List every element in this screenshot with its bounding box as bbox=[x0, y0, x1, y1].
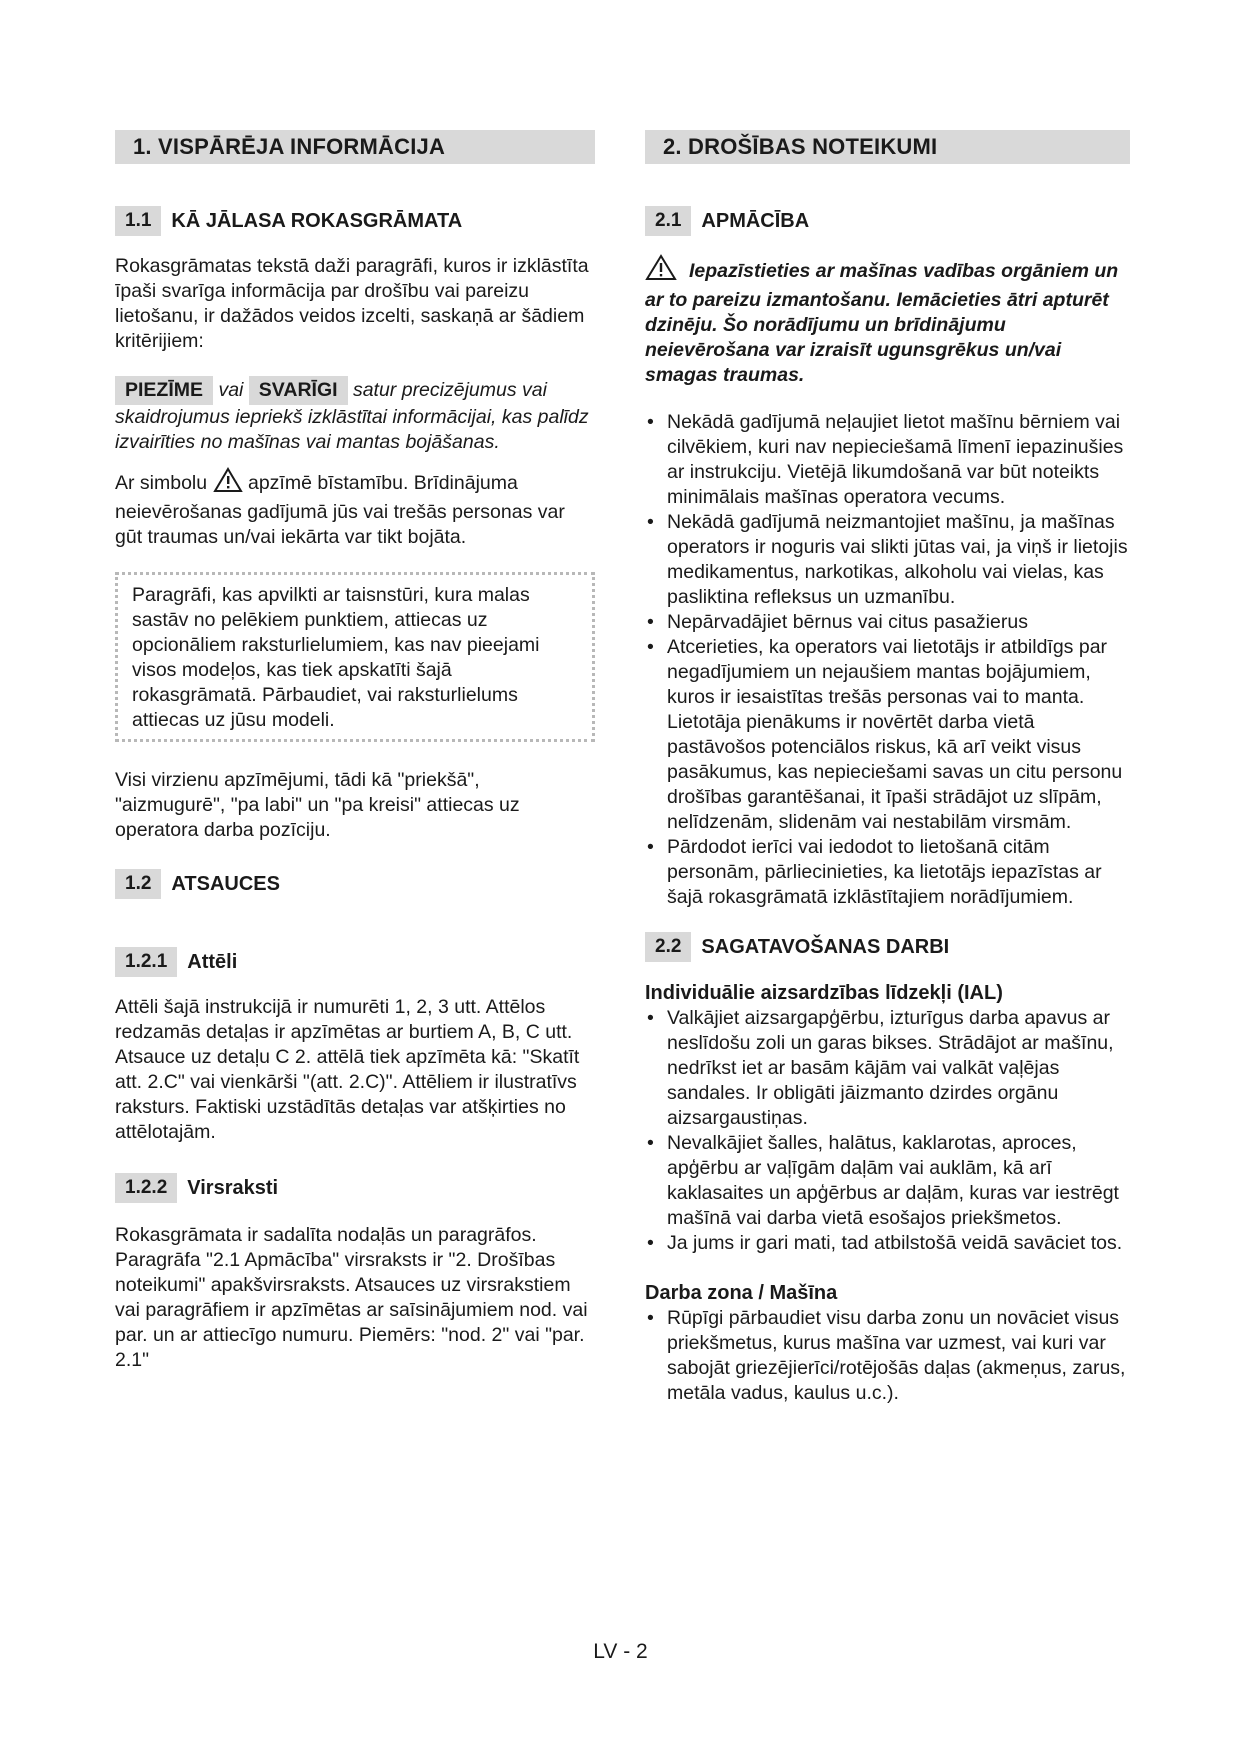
heading-2-2-number: 2.2 bbox=[645, 932, 691, 962]
training-list bbox=[645, 410, 1130, 910]
important-label: SVARĪGI bbox=[249, 376, 348, 405]
heading-1-1-number: 1.1 bbox=[115, 206, 161, 236]
list-item: • Ja jums ir gari mati, tad atbilstošā veidā savāciet tos. bbox=[645, 1231, 1130, 1256]
list-item: • Pārdodot ierīci vai iedodot to lietošanā citām personām, pārliecinieties, ka lietotājs iepazīstas ar šajā rokasgrāmatā izklāstītajiem norādījumiem. bbox=[645, 835, 1130, 910]
symbol-post: apzīmē bīstamību. Brīdinājuma neievērošanas gadījumā jūs vai trešās personas var gūt traumas un/vai iekārta var tikt bojāta. bbox=[115, 472, 565, 548]
heading-1-2-1-title: Attēli bbox=[187, 950, 238, 973]
directions-paragraph: Visi virzienu apzīmējumi, tādi kā "priekšā", "aizmugurē", "pa labi" un "pa kreisi" attiecas uz operatora darba pozīciju. bbox=[115, 769, 520, 841]
heading-1-2 bbox=[115, 869, 595, 899]
right-column bbox=[645, 130, 1130, 1406]
list-item: • Valkājiet aizsargapģērbu, izturīgus darba apavus ar neslīdošu zoli un garas bikses. Strādājot ar mašīnu, nedrīkst iet ar basām kājām vai valkāt vaļējas sandales. Ir obligāti jāizmanto dzirdes orgānu aizsargaustiņas. bbox=[645, 1006, 1130, 1131]
list-item: • Nepārvadājiet bērnus vai citus pasažierus bbox=[645, 610, 1130, 635]
list-item: • Nevalkājiet šalles, halātus, kaklarotas, aproces, apģērbu ar vaļīgām daļām vai auklām, kā arī kaklasaites un apģērbus ar daļām, kuras var iestrēgt mašīnā vai darba vietā esošajos priekšmetos. bbox=[645, 1131, 1130, 1231]
heading-1-1 bbox=[115, 206, 595, 236]
symbol-paragraph bbox=[115, 467, 595, 550]
section-1-heading: 1. VISPĀRĒJA INFORMĀCIJA bbox=[115, 130, 595, 164]
ppe-subheading: Individuālie aizsardzības līdzekļi (IAL) bbox=[645, 982, 1003, 1004]
headings-paragraph: Rokasgrāmata ir sadalīta nodaļās un paragrāfos. Paragrāfa "2.1 Apmācība" virsraksts ir "2. Drošības noteikumi" apakšvirsraksts. Atsauces uz virsrakstiem vai paragrāfiem ir apzīmētas ar saīsinājumiem nod. vai par. un ar attiecīgo numuru. Piemērs: "nod. 2" vai "par. 2.1" bbox=[115, 1224, 588, 1371]
list-item: • Atcerieties, ka operators vai lietotājs ir atbildīgs par negadījumiem un nejaušiem mantas bojājumiem, kuros ir iesaistītas trešās personas vai to manta. Lietotāja pienākums ir novērtēt darba vietā pastāvošos potenciālos riskus, kā arī veikt visus pasākumus, kas nepieciešami savas un citu personu drošības garantēšanai, it īpaši strādājot uz slīpām, nelīdzenām, slidenām vai nestabilām virsmām. bbox=[645, 635, 1130, 835]
heading-1-2-number: 1.2 bbox=[115, 869, 161, 899]
list-item: • Rūpīgi pārbaudiet visu darba zonu un novāciet visus priekšmetus, kurus mašīna var uzmest, vai kuri var sabojāt griezējierīci/rotējošās daļas (akmeņus, zarus, metāla vadus, kaulus u.c.). bbox=[645, 1306, 1130, 1406]
left-column bbox=[115, 130, 595, 1373]
heading-2-1 bbox=[645, 206, 1130, 236]
work-area-list bbox=[645, 1306, 1130, 1406]
note-or: vai bbox=[218, 379, 244, 401]
heading-1-1-title: KĀ JĀLASA ROKASGRĀMATA bbox=[171, 209, 463, 232]
training-warning-text: Iepazīstieties ar mašīnas vadības orgāniem un ar to pareizu izmantošanu. Iemācieties ātri apturēt dzinēju. Šo norādījumu un brīdinājumu neievērošana var izraisīt ugunsgrēkus un/vai smagas traumas. bbox=[645, 260, 1119, 386]
heading-1-2-2 bbox=[115, 1173, 595, 1203]
section-2-heading: 2. DROŠĪBAS NOTEIKUMI bbox=[645, 130, 1130, 164]
work-area-subheading: Darba zona / Mašīna bbox=[645, 1282, 838, 1304]
page-number: LV - 2 bbox=[593, 1640, 648, 1663]
optional-features-box bbox=[115, 572, 595, 742]
heading-1-2-1-number: 1.2.1 bbox=[115, 947, 177, 977]
figures-paragraph: Attēli šajā instrukcijā ir numurēti 1, 2, 3 utt. Attēlos redzamās detaļas ir apzīmētas ar burtiem A, B, C utt. Atsauce uz detaļu C 2. attēlā tiek apzīmēta kā: "Skatīt att. 2.C" vai vienkārši "(att. 2.C)". Attēliem ir ilustratīvs raksturs. Faktiski uzstādītās detaļas var atšķirties no attēlotajām. bbox=[115, 996, 580, 1143]
heading-2-2 bbox=[645, 932, 1130, 962]
list-item: • Nekādā gadījumā neizmantojiet mašīnu, ja mašīnas operators ir noguris vai slikti jūtas vai, ja viņš ir lietojis medikamentus, narkotikas, alkoholu vai vielas, kas pasliktina refleksus un uzmanību. bbox=[645, 510, 1130, 610]
symbol-pre: Ar simbolu bbox=[115, 472, 208, 494]
heading-2-1-title: APMĀCĪBA bbox=[701, 209, 810, 232]
warning-triangle-icon bbox=[645, 254, 677, 288]
heading-1-2-2-title: Virsraksti bbox=[187, 1176, 279, 1199]
heading-2-1-number: 2.1 bbox=[645, 206, 691, 236]
ppe-list bbox=[645, 1006, 1130, 1256]
training-warning bbox=[645, 254, 1130, 388]
heading-1-2-1 bbox=[115, 947, 595, 977]
intro-paragraph: Rokasgrāmatas tekstā daži paragrāfi, kuros ir izklāstīta īpaši svarīga informācija par drošību vai pareizu lietošanu, ir dažādos veidos izcelti, saskaņā ar šādiem kritērijiem: bbox=[115, 255, 589, 352]
note-label: PIEZĪME bbox=[115, 376, 213, 405]
optional-features-text: Paragrāfi, kas apvilkti ar taisnstūri, kura malas sastāv no pelēkiem punktiem, attiecas uz opcionāliem raksturlielumiem, kas nav pieejami visos modeļos, kas tiek apskatīti šajā rokasgrāmatā. Pārbaudiet, vai raksturlielums attiecas uz jūsu modeli. bbox=[132, 584, 540, 731]
heading-1-2-title: ATSAUCES bbox=[171, 872, 280, 895]
list-item: • Nekādā gadījumā neļaujiet lietot mašīnu bērniem vai cilvēkiem, kuri nav nepieciešamā līmenī iepazinušies ar instrukciju. Vietējā likumdošanā var būt noteikts minimālais mašīnas operatora vecums. bbox=[645, 410, 1130, 510]
note-text: satur precizējumus vai skaidrojumus iepriekš izklāstītai informācijai, kas palīdz izvairīties no mašīnas vai mantas bojāšanas. bbox=[115, 379, 589, 453]
heading-1-2-2-number: 1.2.2 bbox=[115, 1173, 177, 1203]
warning-triangle-icon bbox=[213, 467, 243, 500]
note-paragraph bbox=[115, 376, 595, 455]
heading-2-2-title: SAGATAVOŠANAS DARBI bbox=[701, 935, 950, 958]
